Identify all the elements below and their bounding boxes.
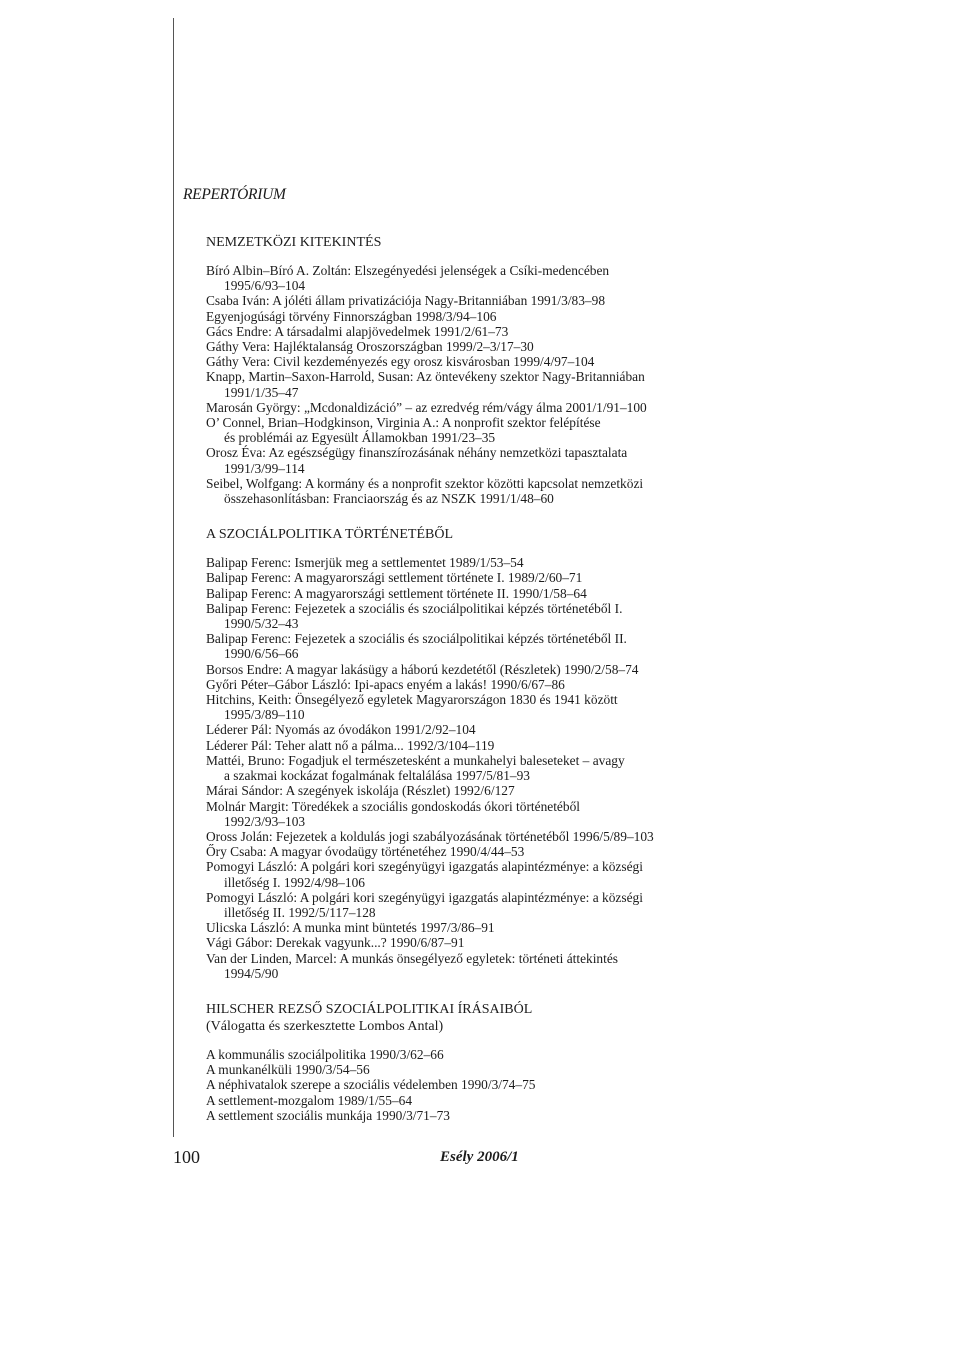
- section-title: A SZOCIÁLPOLITIKA TÖRTÉNETÉBŐL: [206, 527, 453, 543]
- list-item: Mattéi, Bruno: Fogadjuk el természetesként a munkahelyi baleseteket – avagy a szakmai kockázat fogalmának feltalálása 1997/5/81–93: [206, 752, 625, 784]
- section-title: HILSCHER REZSŐ SZOCIÁLPOLITIKAI ÍRÁSAIBÓL: [206, 1001, 533, 1017]
- list-item: Gáthy Vera: Hajléktalanság Oroszországban 1999/2–3/17–30: [206, 339, 534, 355]
- section-hilscher: [206, 1001, 766, 1123]
- list-item: Balipap Ferenc: Fejezetek a szociális és szociálpolitikai képzés történetéből II. 1990/6/56–66: [206, 631, 627, 662]
- list-item: Molnár Margit: Töredékek a szociális gondoskodás ókori történetéből 1992/3/93–103: [206, 798, 580, 829]
- page-number: 100: [173, 1147, 200, 1167]
- list-item: Balipap Ferenc: A magyarországi settlement története I. 1989/2/60–71: [206, 570, 583, 586]
- list-item: Gács Endre: A társadalmi alapjövedelmek 1991/2/61–73: [206, 323, 509, 339]
- list-item: Balipap Ferenc: Ismerjük meg a settlementet 1989/1/53–54: [206, 555, 524, 571]
- list-item: Gáthy Vera: Civil kezdeményezés egy orosz kisvárosban 1999/4/97–104: [206, 354, 595, 370]
- list-item: Ulicska László: A munka mint büntetés 1997/3/86–91: [206, 920, 495, 936]
- list-item: A settlement-mozgalom 1989/1/55–64: [206, 1092, 413, 1108]
- list-item: Pomogyi László: A polgári kori szegényügyi igazgatás alapintézménye: a községi illetőség I. 1992/4/98–106: [206, 859, 643, 890]
- list-item: Márai Sándor: A szegények iskolája (Részlet) 1992/6/127: [206, 783, 515, 799]
- list-item: Marosán György: „Mcdonaldizáció” – az ezredvég rém/vágy álma 2001/1/91–100: [206, 399, 647, 415]
- entry-list: [206, 1047, 766, 1123]
- list-item: Léderer Pál: Nyomás az óvodákon 1991/2/92–104: [206, 722, 476, 738]
- list-item: Győri Péter–Gábor László: Ipi-apacs enyém a lakás! 1990/6/67–86: [206, 676, 565, 692]
- list-item: A néphivatalok szerepe a szociális védelemben 1990/3/74–75: [206, 1077, 536, 1093]
- list-item: A kommunális szociálpolitika 1990/3/62–66: [206, 1046, 444, 1062]
- list-item: Van der Linden, Marcel: A munkás önsegélyező egyletek: történeti áttekintés 1994/5/90: [206, 950, 619, 981]
- list-item: Hitchins, Keith: Önsegélyező egyletek Magyarországon 1830 és 1941 között 1995/3/89–110: [206, 692, 618, 723]
- repertory-content: [206, 234, 766, 1123]
- list-item: Seibel, Wolfgang: A kormány és a nonprofit szektor közötti kapcsolat nemzetközi összehasonlításban: Franciaország és az NSZK 1991/1/48–60: [206, 475, 644, 507]
- list-item: Knapp, Martin–Saxon-Harrold, Susan: Az öntevékeny szektor Nagy-Britanniában 1991/1/35–47: [206, 369, 645, 400]
- entry-list: [206, 555, 766, 981]
- list-item: Balipap Ferenc: Fejezetek a szociális és szociálpolitikai képzés történetéből I. 1990/5/32–43: [206, 600, 623, 632]
- list-item: Egyenjogúsági törvény Finnországban 1998/3/94–106: [206, 308, 497, 324]
- section-title: NEMZETKÖZI KITEKINTÉS: [206, 235, 382, 250]
- section-history: [206, 526, 766, 981]
- section-international: [206, 234, 766, 506]
- running-head: REPERTÓRIUM: [183, 186, 286, 203]
- list-item: Őry Csaba: A magyar óvodaügy történetéhez 1990/4/44–53: [206, 844, 525, 860]
- journal-title: Esély 2006/1: [440, 1149, 519, 1165]
- list-item: Balipap Ferenc: A magyarországi settlement története II. 1990/1/58–64: [206, 585, 587, 601]
- list-item: O’ Connel, Brian–Hodgkinson, Virginia A.: A nonprofit szektor felépítése és problémái az Egyesült Államokban 1991/23–35: [206, 415, 601, 446]
- section-subtitle: (Válogatta és szerkesztette Lombos Antal): [206, 1018, 444, 1034]
- list-item: Orosz Éva: Az egészségügy finanszírozásának néhány nemzetközi tapasztalata 1991/3/99–114: [206, 445, 628, 476]
- list-item: Léderer Pál: Teher alatt nő a pálma... 1992/3/104–119: [206, 737, 495, 753]
- list-item: Borsos Endre: A magyar lakásügy a háború kezdetétől (Részletek) 1990/2/58–74: [206, 661, 639, 677]
- list-item: Vági Gábor: Derekak vagyunk...? 1990/6/87–91: [206, 935, 465, 951]
- entry-list: [206, 263, 766, 506]
- list-item: Pomogyi László: A polgári kori szegényügyi igazgatás alapintézménye: a községi illetőség II. 1992/5/117–128: [206, 889, 643, 920]
- list-item: A settlement szociális munkája 1990/3/71–73: [206, 1107, 450, 1123]
- list-item: Oross Jolán: Fejezetek a koldulás jogi szabályozásának történetéből 1996/5/89–103: [206, 828, 654, 844]
- list-item: Bíró Albin–Bíró A. Zoltán: Elszegényedési jelenségek a Csíki-medencében 1995/6/93–104: [206, 263, 610, 294]
- list-item: Csaba Iván: A jóléti állam privatizációja Nagy-Britanniában 1991/3/83–98: [206, 293, 606, 309]
- list-item: A munkanélküli 1990/3/54–56: [206, 1062, 370, 1078]
- margin-rule: [173, 18, 174, 1137]
